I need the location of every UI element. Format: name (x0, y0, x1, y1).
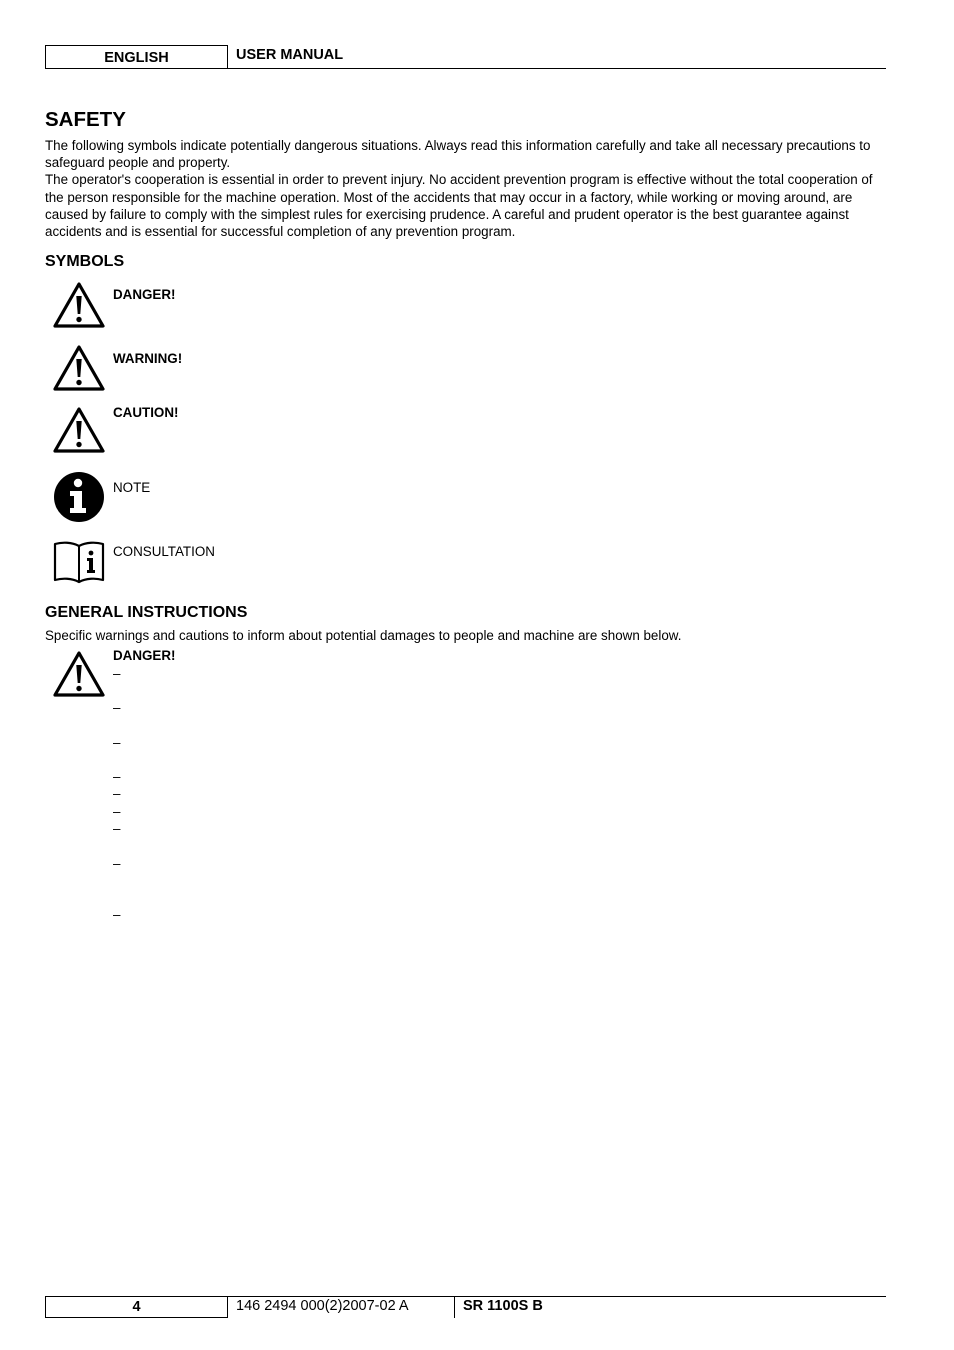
general-instructions-text: Specific warnings and cautions to inform about potential damages to people and machine are shown below. (45, 628, 682, 643)
warning-triangle-icon (52, 649, 106, 699)
symbol-label-note: NOTE (113, 480, 151, 495)
danger-list-item: – (113, 821, 121, 836)
symbol-label-danger: DANGER! (113, 287, 176, 302)
warning-triangle-icon (52, 280, 106, 330)
warning-triangle-icon (52, 343, 106, 393)
safety-intro (45, 137, 890, 240)
safety-paragraph-2: The operator's cooperation is essential in order to prevent injury. No accident prevention program is effective without the total cooperation of the person responsible for the machine operation. Most of the accidents that may occur in a factory, while working or moving around, are caused by failure to comply with the simplest rules for exercising prudence. A careful and prudent operator is the best guarantee against accidents and is essential for successful completion of any prevention program. (45, 172, 873, 240)
footer-page-number: 4 (45, 1296, 228, 1318)
section-title-general-instructions: GENERAL INSTRUCTIONS (45, 604, 248, 621)
section-title-symbols: SYMBOLS (45, 253, 125, 270)
footer-separator (454, 1296, 455, 1318)
footer-model: SR 1100S B (463, 1298, 543, 1314)
section-title-safety: SAFETY (45, 108, 126, 131)
danger-list-item: – (113, 856, 121, 871)
header-language: ENGLISH (45, 45, 228, 69)
symbol-label-warning: WARNING! (113, 351, 183, 366)
manual-book-icon (52, 540, 106, 590)
symbol-label-consultation: CONSULTATION (113, 544, 215, 559)
danger-list-item: – (113, 786, 121, 801)
general-danger-label: DANGER! (113, 648, 176, 663)
danger-list-item: – (113, 735, 121, 750)
header-title: USER MANUAL (236, 47, 344, 63)
info-icon (52, 471, 106, 521)
danger-list-item: – (113, 700, 121, 715)
header-rule (45, 68, 886, 69)
footer-document-code: 146 2494 000(2)2007-02 A (236, 1298, 409, 1314)
danger-list-item: – (113, 666, 121, 681)
danger-list-item: – (113, 907, 121, 922)
safety-paragraph-1: The following symbols indicate potentially dangerous situations. Always read this information carefully and take all necessary precautions to safeguard people and property. (45, 138, 871, 171)
danger-list-item: – (113, 804, 121, 819)
warning-triangle-icon (52, 405, 106, 455)
symbol-label-caution: CAUTION! (113, 405, 179, 420)
danger-list-item: – (113, 769, 121, 784)
